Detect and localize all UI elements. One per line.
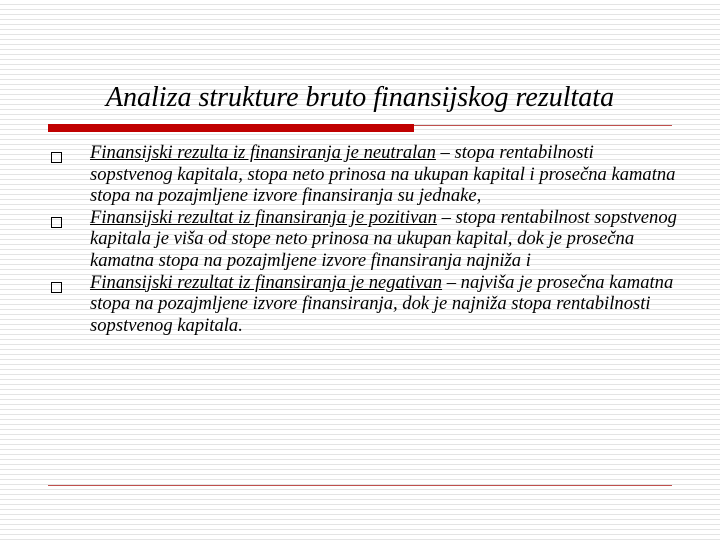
square-bullet-icon [51, 152, 62, 163]
slide-title: Analiza strukture bruto finansijskog rezultata [105, 82, 615, 113]
bullet-heading-neutral: Finansijski rezulta iz finansiranja je neutralan [90, 142, 436, 163]
bullet-heading-positive: Finansijski rezultat iz finansiranja je pozitivan [90, 206, 437, 228]
square-bullet-icon [51, 282, 62, 293]
bullet-list [0, 142, 720, 336]
bullet-item-negative [0, 272, 720, 337]
bullet-body-neutral: – stopa rentabilnosti sopstvenog kapitala, stopa neto prinosa na ukupan kapital i prosečna kamatna stopa na pozajmljene izvore finansiranja su jednake, [90, 142, 676, 207]
bottom-divider-rule [48, 485, 672, 486]
title-accent-bar [48, 124, 414, 132]
bullet-item-positive [0, 207, 720, 272]
bullet-item-neutral [0, 142, 720, 207]
square-bullet-icon [51, 217, 62, 228]
bullet-body-positive: – stopa rentabilnost sopstvenog kapitala je viša od stope neto prinosa na ukupan kapital, dok je prosečna kamatna stopa na pozajmljene izvore finansiranja najniža i [90, 206, 677, 271]
bullet-body-negative: – najviša je prosečna kamatna stopa na pozajmljene izvore finansiranja, dok je najniža stopa rentabilnosti sopstvenog kapitala. [90, 271, 674, 336]
bullet-heading-negative: Finansijski rezultat iz finansiranja je negativan [90, 271, 443, 293]
